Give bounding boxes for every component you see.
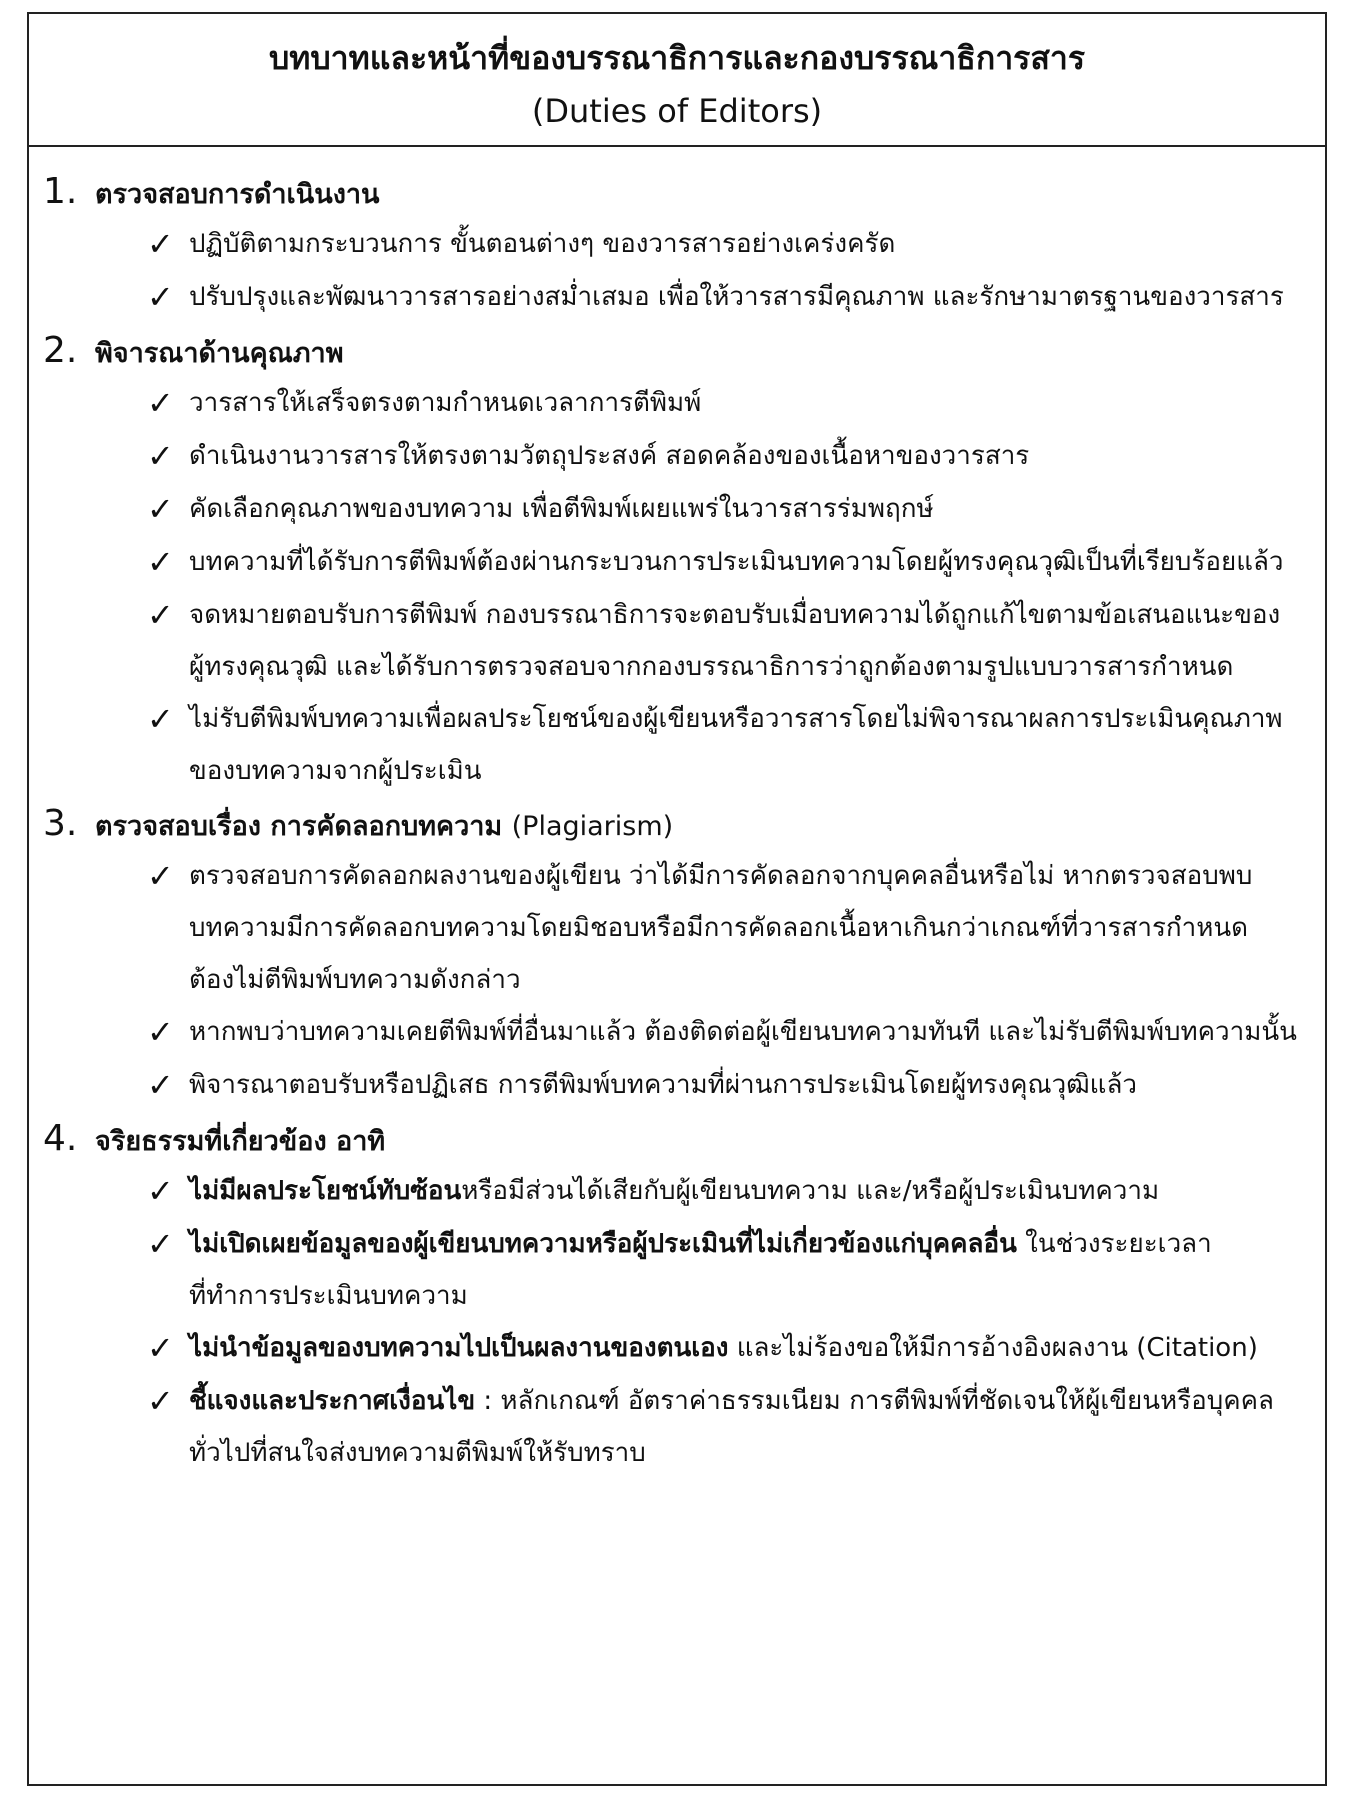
check-icon: ✓ bbox=[147, 543, 174, 581]
list-item bbox=[147, 693, 1309, 797]
section-number: 4. bbox=[43, 1118, 78, 1159]
duties-list bbox=[29, 147, 1325, 1479]
list-item-body: ดำเนินงานวารสารให้ตรงตามวัตถุประสงค์ สอดคล้องของเนื้อหาของวารสาร bbox=[189, 441, 1030, 471]
list-item-text bbox=[189, 1006, 1309, 1058]
list-item-body: จดหมายตอบรับการตีพิมพ์ กองบรรณาธิการจะตอบรับเมื่อบทความได้ถูกแก้ไขตามข้อเสนอแนะของผู้ทรงคุณวุฒิ และได้รับการตรวจสอบจากกองบรรณาธิการว่าถูกต้องตามรูปแบบวารสารกำหนด bbox=[189, 600, 1281, 682]
list-item bbox=[147, 430, 1309, 483]
list-item bbox=[147, 589, 1309, 693]
list-item bbox=[147, 1059, 1309, 1112]
list-item-body: ปฏิบัติตามกระบวนการ ขั้นตอนต่างๆ ของวารสารอย่างเคร่งครัด bbox=[189, 229, 896, 259]
list-item-text bbox=[189, 850, 1309, 1006]
list-item-text bbox=[189, 1322, 1309, 1374]
list-item bbox=[147, 1165, 1309, 1218]
check-icon: ✓ bbox=[147, 1225, 174, 1263]
check-icon: ✓ bbox=[147, 225, 174, 263]
check-icon: ✓ bbox=[147, 857, 174, 895]
list-item-text bbox=[189, 536, 1309, 588]
list-item-body: และไม่ร้องขอให้มีการอ้างอิงผลงาน (Citation) bbox=[728, 1333, 1258, 1363]
list-item-text bbox=[189, 1165, 1309, 1217]
section-title bbox=[95, 168, 380, 221]
list-item-text bbox=[189, 693, 1309, 797]
check-icon: ✓ bbox=[147, 437, 174, 475]
list-item bbox=[147, 1322, 1309, 1375]
section-number: 1. bbox=[43, 171, 78, 212]
section-title bbox=[95, 800, 673, 853]
list-item-bold: ชี้แจงและประกาศเงื่อนไข bbox=[189, 1386, 476, 1416]
list-item-body: วารสารให้เสร็จตรงตามกำหนดเวลาการตีพิมพ์ bbox=[189, 388, 702, 418]
list-item-text bbox=[189, 1375, 1309, 1479]
list-item bbox=[147, 377, 1309, 430]
title-box bbox=[29, 14, 1325, 147]
list-item-body: : หลักเกณฑ์ อัตราค่าธรรมเนียม การตีพิมพ์ที่ชัดเจนให้ผู้เขียนหรือบุคคลทั่วไปที่สนใจส่งบทความตีพิมพ์ให้รับทราบ bbox=[189, 1386, 1274, 1468]
list-item bbox=[147, 218, 1309, 271]
document-frame bbox=[27, 12, 1327, 1786]
check-icon: ✓ bbox=[147, 384, 174, 422]
list-item-bold: ไม่นำข้อมูลของบทความไปเป็นผลงานของตนเอง bbox=[189, 1333, 729, 1363]
check-icon: ✓ bbox=[147, 1172, 174, 1210]
section-heading bbox=[43, 324, 1309, 377]
list-item-body: ไม่รับตีพิมพ์บทความเพื่อผลประโยชน์ของผู้เขียนหรือวารสารโดยไม่พิจารณาผลการประเมินคุณภาพของบทความจากผู้ประเมิน bbox=[189, 704, 1283, 786]
check-icon: ✓ bbox=[147, 1382, 174, 1420]
check-icon: ✓ bbox=[147, 1066, 174, 1104]
list-item bbox=[147, 1006, 1309, 1059]
check-icon: ✓ bbox=[147, 596, 174, 634]
list-item-body: หรือมีส่วนได้เสียกับผู้เขียนบทความ และ/หรือผู้ประเมินบทความ bbox=[461, 1176, 1160, 1206]
list-item-body: ในช่วงระยะเวลาที่ทำการประเมินบทความ bbox=[189, 1229, 1212, 1311]
section-title-text: ตรวจสอบเรื่อง การคัดลอกบทความ bbox=[95, 811, 503, 842]
section-title-text: พิจารณาด้านคุณภาพ bbox=[95, 338, 344, 369]
list-item-text bbox=[189, 377, 1309, 429]
section-title-suffix: (Plagiarism) bbox=[511, 811, 674, 842]
list-item-text bbox=[189, 1059, 1309, 1111]
check-icon: ✓ bbox=[147, 700, 174, 738]
list-item bbox=[147, 1218, 1309, 1322]
list-item-body: บทความที่ได้รับการตีพิมพ์ต้องผ่านกระบวนการประเมินบทความโดยผู้ทรงคุณวุฒิเป็นที่เรียบร้อยแล้ว bbox=[189, 547, 1284, 577]
list-item-text bbox=[189, 589, 1309, 693]
list-item-body: คัดเลือกคุณภาพของบทความ เพื่อตีพิมพ์เผยแพร่ในวารสารร่มพฤกษ์ bbox=[189, 494, 934, 524]
list-item bbox=[147, 536, 1309, 589]
page-subtitle: (Duties of Editors) bbox=[531, 92, 823, 130]
list-item bbox=[147, 1375, 1309, 1479]
list-item-bold: ไม่เปิดเผยข้อมูลของผู้เขียนบทความหรือผู้ประเมินที่ไม่เกี่ยวข้องแก่บุคคลอื่น bbox=[189, 1229, 1017, 1259]
list-item-body: หากพบว่าบทความเคยตีพิมพ์ที่อื่นมาแล้ว ต้องติดต่อผู้เขียนบทความทันที และไม่รับตีพิมพ์บทความนั้น bbox=[189, 1017, 1297, 1047]
check-icon: ✓ bbox=[147, 1329, 174, 1367]
list-item-bold: ไม่มีผลประโยชน์ทับซ้อน bbox=[189, 1176, 462, 1206]
section-heading bbox=[43, 797, 1309, 850]
list-item bbox=[147, 850, 1309, 1006]
section-title-text: ตรวจสอบการดำเนินงาน bbox=[95, 179, 380, 210]
section-4 bbox=[43, 1112, 1309, 1479]
section-number: 2. bbox=[43, 330, 78, 371]
section-title bbox=[95, 1115, 385, 1168]
check-icon: ✓ bbox=[147, 278, 174, 316]
list-item bbox=[147, 271, 1309, 324]
section-heading bbox=[43, 1112, 1309, 1165]
section-heading bbox=[43, 165, 1309, 218]
list-item-body: ตรวจสอบการคัดลอกผลงานของผู้เขียน ว่าได้มีการคัดลอกจากบุคคลอื่นหรือไม่ หากตรวจสอบพบบทความมีการคัดลอกบทความโดยมิชอบหรือมีการคัดลอกเนื้อหาเกินกว่าเกณฑ์ที่วารสารกำหนด ต้องไม่ตีพิมพ์บทความดังกล่าว bbox=[189, 861, 1253, 995]
section-1 bbox=[43, 165, 1309, 324]
section-title bbox=[95, 327, 344, 380]
page-title: บทบาทและหน้าที่ของบรรณาธิการและกองบรรณาธิการสาร bbox=[268, 39, 1086, 77]
list-item-text bbox=[189, 483, 1309, 535]
list-item-body: พิจารณาตอบรับหรือปฏิเสธ การตีพิมพ์บทความที่ผ่านการประเมินโดยผู้ทรงคุณวุฒิแล้ว bbox=[189, 1070, 1137, 1100]
list-item-text bbox=[189, 430, 1309, 482]
list-item bbox=[147, 483, 1309, 536]
section-number: 3. bbox=[43, 803, 78, 844]
check-icon: ✓ bbox=[147, 490, 174, 528]
section-2 bbox=[43, 324, 1309, 797]
list-item-text bbox=[189, 271, 1309, 323]
list-item-text bbox=[189, 218, 1309, 270]
section-title-text: จริยธรรมที่เกี่ยวข้อง อาทิ bbox=[95, 1126, 386, 1157]
check-icon: ✓ bbox=[147, 1013, 174, 1051]
list-item-text bbox=[189, 1218, 1309, 1322]
list-item-body: ปรับปรุงและพัฒนาวารสารอย่างสม่ำเสมอ เพื่อให้วารสารมีคุณภาพ และรักษามาตรฐานของวารสาร bbox=[189, 282, 1284, 312]
section-3 bbox=[43, 797, 1309, 1112]
